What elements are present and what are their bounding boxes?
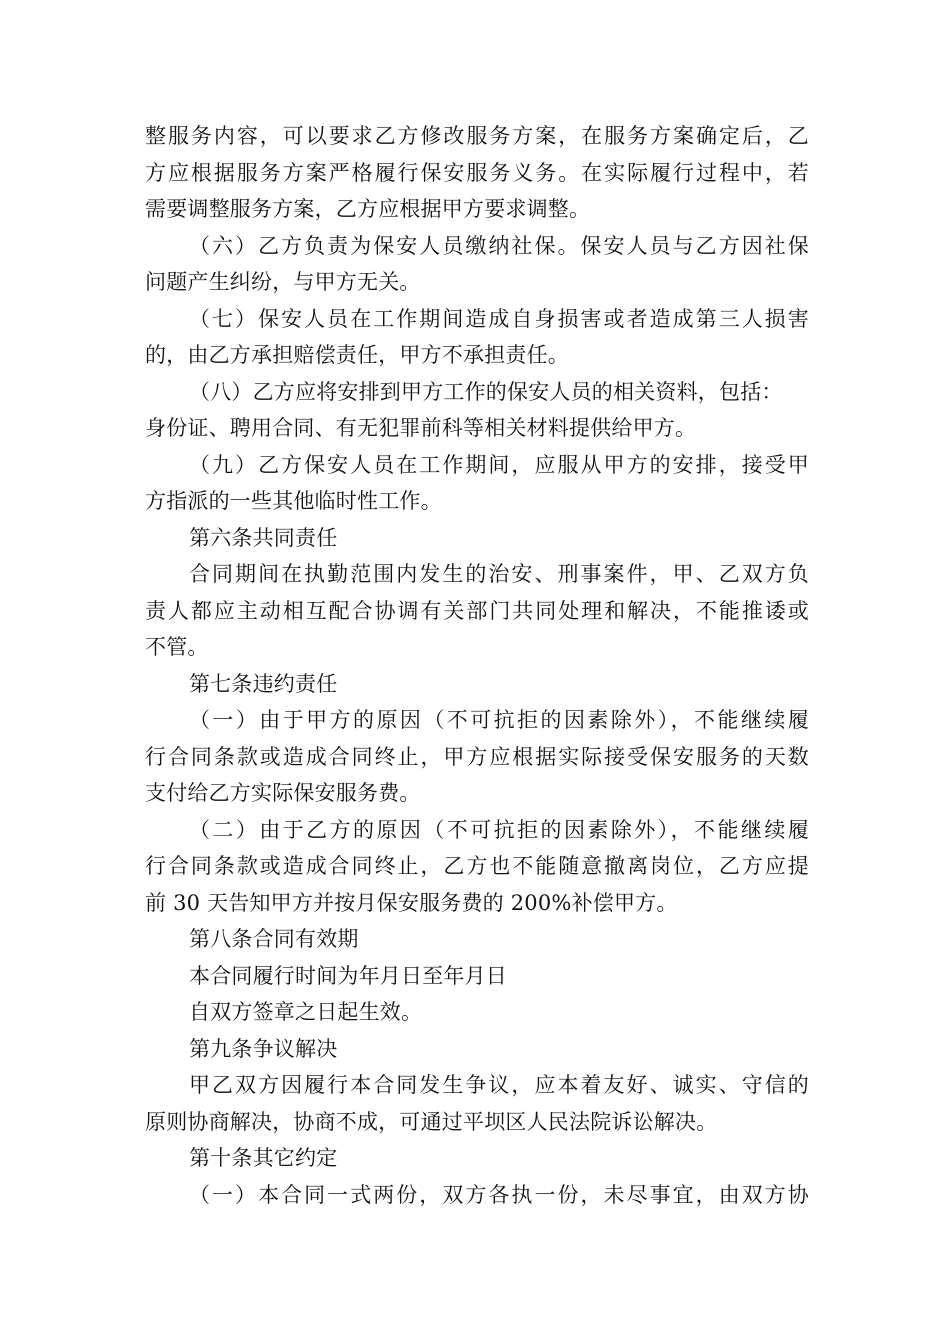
text-line: 方指派的一些其他临时性工作。 bbox=[145, 489, 442, 513]
text-line: 不管。 bbox=[145, 635, 209, 659]
text-line: 第十条其它约定 bbox=[189, 1146, 338, 1170]
text-line: 支付给乙方实际保安服务费。 bbox=[145, 781, 421, 805]
text-line: （九）乙方保安人员在工作期间，应服从甲方的安排，接受甲 bbox=[189, 452, 809, 477]
text-line: 原则协商解决，协商不成，可通过平坝区人民法院诉讼解决。 bbox=[145, 1109, 718, 1134]
text-line: 第七条违约责任 bbox=[189, 671, 338, 696]
text-line: 第六条共同责任 bbox=[189, 525, 338, 550]
text-line: 自双方签章之日起生效。 bbox=[189, 1000, 423, 1024]
text-line: 前 30 天告知甲方并按月保安服务费的 200%补偿甲方。 bbox=[145, 890, 678, 915]
text-line: 责人都应主动相互配合协调有关部门共同处理和解决，不能推诿或 bbox=[145, 598, 809, 623]
text-line: 方应根据服务方案严格履行保安服务义务。在实际履行过程中，若 bbox=[145, 160, 809, 185]
text-line: 行合同条款或造成合同终止，乙方也不能随意撤离岗位，乙方应提 bbox=[145, 854, 809, 878]
text-line: 第九条争议解决 bbox=[189, 1036, 338, 1061]
text-line: 整服务内容，可以要求乙方修改服务方案，在服务方案确定后，乙 bbox=[145, 124, 809, 148]
text-line: （二）由于乙方的原因（不可抗拒的因素除外），不能继续履 bbox=[189, 817, 809, 842]
text-line: 第八条合同有效期 bbox=[189, 927, 359, 951]
text-line: 合同期间在执勤范围内发生的治安、刑事案件，甲、乙双方负 bbox=[189, 562, 809, 586]
text-line: （七）保安人员在工作期间造成自身损害或者造成第三人损害 bbox=[189, 306, 809, 331]
text-line: （八）乙方应将安排到甲方工作的保安人员的相关资料，包括： bbox=[189, 379, 783, 404]
document-page bbox=[145, 118, 809, 1213]
text-line: 甲乙双方因履行本合同发生争议，应本着友好、诚实、守信的 bbox=[189, 1073, 809, 1097]
text-line: 的，由乙方承担赔偿责任，甲方不承担责任。 bbox=[145, 343, 569, 367]
text-line: 本合同履行时间为年月日至年月日 bbox=[189, 963, 507, 988]
text-line: 问题产生纠纷，与甲方无关。 bbox=[145, 270, 421, 294]
text-line: 行合同条款或造成合同终止，甲方应根据实际接受保安服务的天数 bbox=[145, 744, 809, 769]
text-line: 身份证、聘用合同、有无犯罪前科等相关材料提供给甲方。 bbox=[145, 416, 697, 440]
text-line: （一）由于甲方的原因（不可抗拒的因素除外），不能继续履 bbox=[189, 708, 809, 732]
text-line: （六）乙方负责为保安人员缴纳社保。保安人员与乙方因社保 bbox=[189, 233, 809, 258]
text-line: 需要调整服务方案，乙方应根据甲方要求调整。 bbox=[145, 197, 591, 221]
text-line: （一）本合同一式两份，双方各执一份，未尽事宜，由双方协 bbox=[189, 1182, 809, 1207]
